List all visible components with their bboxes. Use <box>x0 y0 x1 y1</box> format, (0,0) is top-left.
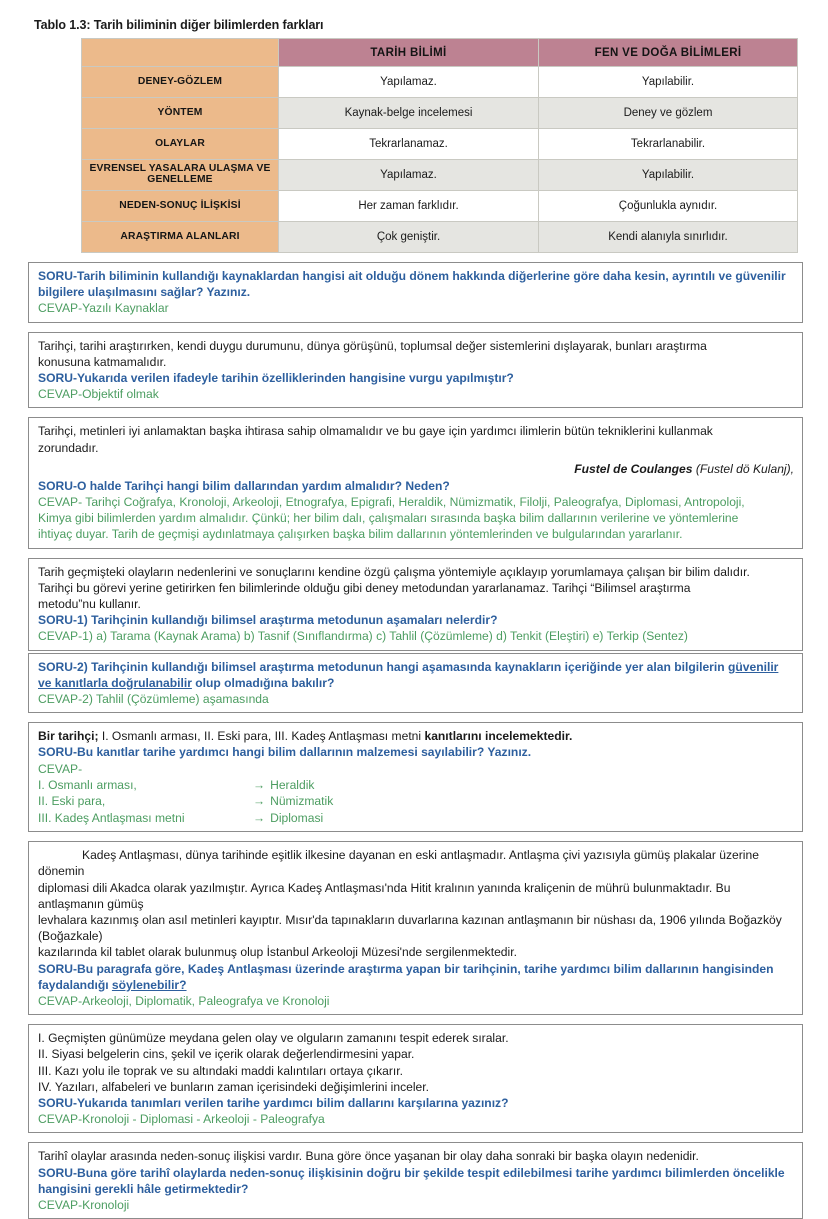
table-header-history: TARİH BİLİMİ <box>279 39 539 67</box>
mapping-right: Heraldik <box>270 777 315 792</box>
question-text <box>38 675 794 691</box>
answer-text: CEVAP-1) a) Tarama (Kaynak Arama) b) Tasnif (Sınıflandırma) c) Tahlil (Çözümleme) d) Tenkit (Eleştiri) e) Terkip (Sentez) <box>38 629 688 644</box>
table-cell-science: Kendi alanıyla sınırlıdır. <box>539 222 798 253</box>
passage-text: zorundadır. <box>38 440 99 455</box>
question-part-2: olup olmadığına bakılır? <box>191 675 335 690</box>
list-item: I. Geçmişten günümüze meydana gelen olay ve olguların zamanını tespit ederek sıralar. <box>38 1031 509 1046</box>
table-cell-history: Kaynak-belge incelemesi <box>279 98 539 129</box>
passage-text: diplomasi dili Akadca olarak yazılmıştır. Ayrıca Kadeş Antlaşması'nda Hitit kralının yanında kraliçenin de mührü bulunmaktadır. Bu antlaşmanın gümüş <box>38 880 731 911</box>
qa-box-6 <box>28 722 803 832</box>
table-row <box>82 222 798 253</box>
question-text: SORU-Yukarıda tanımları verilen tarihe yardımcı bilim dallarını karşılarına yazınız? <box>38 1096 509 1111</box>
question-text: SORU-1) Tarihçinin kullandığı bilimsel araştırma metodunun aşamaları nelerdir? <box>38 613 498 628</box>
question-plain-tail: faydalandığı <box>38 977 112 992</box>
table-row <box>82 129 798 160</box>
passage-middle: I. Osmanlı arması, II. Eski para, III. Kadeş Antlaşması metni <box>98 729 425 744</box>
question-underlined-1: güvenilir <box>727 659 779 674</box>
qa-box-5 <box>28 653 803 714</box>
qa-box-3 <box>28 417 803 548</box>
answer-text: CEVAP-Objektif olmak <box>38 387 159 402</box>
answer-label: CEVAP- <box>38 761 83 776</box>
answer-mapping-row <box>38 793 794 809</box>
qa-box-4 <box>28 558 803 651</box>
passage-bold-tail: kanıtlarını incelemektedir. <box>424 729 573 744</box>
table-cell-science: Çoğunlukla aynıdır. <box>539 191 798 222</box>
answer-text: CEVAP-2) Tahlil (Çözümleme) aşamasında <box>38 692 269 707</box>
table-cell-science: Tekrarlanabilir. <box>539 129 798 160</box>
answer-text: CEVAP-Arkeoloji, Diplomatik, Paleografya ve Kronoloji <box>38 994 330 1009</box>
answer-mapping-row <box>38 810 794 826</box>
answer-text: CEVAP-Kronoloji <box>38 1198 130 1213</box>
passage-text: levhalara kazınmış olan asıl metinleri kayıptır. Mısır'da tapınakların duvarlarına kazınan antlaşmanın bir nüshası da, 1906 yılında Boğazköy (Boğazkale) <box>38 913 782 944</box>
list-item: IV. Yazıları, alfabeleri ve bunların zaman içerisindeki değişimlerini inceler. <box>38 1079 430 1094</box>
table-header-row <box>82 39 798 67</box>
qa-box-2 <box>28 332 803 409</box>
comparison-table <box>81 38 798 253</box>
table-cell-history: Yapılamaz. <box>279 160 539 191</box>
table-cell-science: Yapılabilir. <box>539 160 798 191</box>
question-text: SORU-O halde Tarihçi hangi bilim dallarından yardım almalıdır? Neden? <box>38 478 450 493</box>
mapping-right: Nümizmatik <box>270 794 334 809</box>
arrow-right-icon: → <box>253 794 266 809</box>
question-part-1: SORU-2) Tarihçinin kullandığı bilimsel araştırma metodunun hangi aşamasında kaynakların içeriğinde yer alan bilgilerin <box>38 659 728 674</box>
table-row <box>82 160 798 191</box>
table-row-label: NEDEN-SONUÇ İLİŞKİSİ <box>82 191 279 222</box>
passage-text <box>38 728 794 744</box>
answer-mapping-row <box>38 777 794 793</box>
table-row-label: EVRENSEL YASALARA ULAŞMA VE GENELLEME <box>82 160 279 191</box>
question-text <box>38 659 794 675</box>
mapping-right: Diplomasi <box>270 810 324 825</box>
table-caption: Tablo 1.3: Tarih biliminin diğer bilimlerden farkları <box>34 18 324 32</box>
arrow-right-icon: → <box>253 810 266 825</box>
question-text: bilgilere ulaşılmasını sağlar? Yazınız. <box>38 285 251 300</box>
table-cell-science: Deney ve gözlem <box>539 98 798 129</box>
table-row-label: OLAYLAR <box>82 129 279 160</box>
question-underlined: söylenebilir? <box>111 977 187 992</box>
question-text: SORU-Tarih biliminin kullandığı kaynaklardan hangisi ait olduğu dönem hakkında diğerlerine göre daha kesin, ayrıntılı ve güvenilir <box>38 269 786 283</box>
question-text <box>38 977 794 993</box>
list-item: III. Kazı yolu ile toprak ve su altındaki maddi kalıntıları ortaya çıkarır. <box>38 1063 403 1078</box>
table-row-label: YÖNTEM <box>82 98 279 129</box>
table-header-blank <box>82 39 279 67</box>
table-cell-science: Yapılabilir. <box>539 67 798 98</box>
qa-box-1 <box>28 262 803 323</box>
mapping-left: I. Osmanlı arması, <box>38 777 137 792</box>
answer-text: CEVAP-Yazılı Kaynaklar <box>38 301 169 316</box>
attribution-name: Fustel de Coulanges <box>574 461 693 476</box>
table-header-science: FEN VE DOĞA BİLİMLERİ <box>539 39 798 67</box>
passage-text: Tarihçi, tarihi araştırırken, kendi duygu durumunu, dünya görüşünü, toplumsal değer sistemlerini dışlayarak, bunları araştırma <box>38 338 707 353</box>
passage-text: Kadeş Antlaşması, dünya tarihinde eşitlik ilkesine dayanan en eski antlaşmadır. Antlaşma çivi yazısıyla gümüş plakalar üzerine dönemin <box>38 848 759 879</box>
qa-box-7 <box>28 841 803 1015</box>
passage-text: Tarihçi bu görevi yerine getirirken fen bilimlerinde olduğu gibi deney metodundan yararlanamaz. Tarihçi “Bilimsel araştırma <box>38 580 691 595</box>
answer-text: CEVAP-Kronoloji - Diplomasi - Arkeoloji - Paleografya <box>38 1112 325 1127</box>
passage-text: Tarih geçmişteki olayların nedenlerini ve sonuçlarını kendine özgü çalışma yöntemiyle açıklayıp yorumlamaya çalışan bir bilim dalıdır. <box>38 564 750 579</box>
passage-prefix: Bir tarihçi; <box>38 729 99 744</box>
passage-text: metodu”nu kullanır. <box>38 597 141 612</box>
answer-text: ihtiyaç duyar. Tarih de geçmişi aydınlatmaya çalışırken başka bilim dallarının yöntemlerinden ve bulgularından yararlanır. <box>38 527 683 542</box>
question-underlined-2: ve kanıtlarla doğrulanabilir <box>38 675 192 690</box>
attribution <box>38 462 794 476</box>
answer-text: Kimya gibi bilimlerden yardım almalıdır. Çünkü; her bilim dalı, çalışmaları sırasında başka bilim dallarının verilerine ve yöntemlerine <box>38 511 739 526</box>
table-row-label: ARAŞTIRMA ALANLARI <box>82 222 279 253</box>
answer-text: CEVAP- Tarihçi Coğrafya, Kronoloji, Arkeoloji, Etnografya, Epigrafi, Heraldik, Nümizmatik, Filolji, Paleografya, Diplomasi, Antropoloji, <box>38 495 745 510</box>
mapping-left: II. Eski para, <box>38 794 106 809</box>
question-text: SORU-Buna göre tarihî olaylarda neden-sonuç ilişkisinin doğru bir şekilde tespit edilebilmesi tarihe yardımcı bilimlerden öncelikle <box>38 1165 785 1180</box>
table-row-label: DENEY-GÖZLEM <box>82 67 279 98</box>
attribution-transcription: (Fustel dö Kulanj), <box>695 461 794 476</box>
table-cell-history: Çok geniştir. <box>279 222 539 253</box>
question-text: SORU-Bu kanıtlar tarihe yardımcı hangi bilim dallarının malzemesi sayılabilir? Yazınız. <box>38 745 532 760</box>
passage-text: konusuna katmamalıdır. <box>38 354 167 369</box>
table-row <box>82 98 798 129</box>
table-row <box>82 191 798 222</box>
question-text: SORU-Yukarıda verilen ifadeyle tarihin özelliklerinden hangisine vurgu yapılmıştır? <box>38 371 514 386</box>
passage-text: Tarihçi, metinleri iyi anlamaktan başka ihtirasa sahip olmamalıdır ve bu gaye için yardımcı ilimlerin bütün tekniklerini kullanmak <box>38 424 713 439</box>
list-item: II. Siyasi belgelerin cins, şekil ve içerik olarak değerlendirmesini yapar. <box>38 1047 415 1062</box>
table-cell-history: Tekrarlanamaz. <box>279 129 539 160</box>
question-text: SORU-Bu paragrafa göre, Kadeş Antlaşması üzerinde araştırma yapan bir tarihçinin, tarihe yardımcı bilim dallarının hangisinden <box>38 961 774 976</box>
arrow-right-icon: → <box>253 777 266 792</box>
table-cell-history: Yapılamaz. <box>279 67 539 98</box>
table-cell-history: Her zaman farklıdır. <box>279 191 539 222</box>
passage-text: Tarihî olaylar arasında neden-sonuç ilişkisi vardır. Buna göre önce yaşanan bir olay daha sonraki bir başka olayın nedenidir. <box>38 1149 699 1164</box>
question-text: hangisini gerekli hâle getirmektedir? <box>38 1181 249 1196</box>
mapping-left: III. Kadeş Antlaşması metni <box>38 810 185 825</box>
passage-text: kazılarında kil tablet olarak bulunmuş olup İstanbul Arkeoloji Müzesi'nde sergilenmektedir. <box>38 945 517 960</box>
table-row <box>82 67 798 98</box>
qa-box-8 <box>28 1024 803 1133</box>
qa-box-9 <box>28 1142 803 1219</box>
